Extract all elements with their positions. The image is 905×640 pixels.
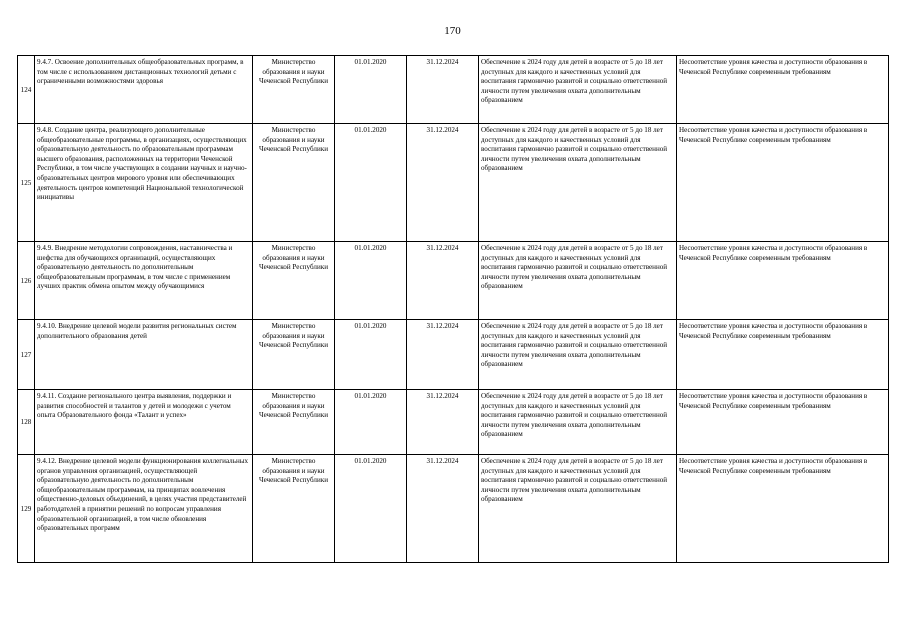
- measure-cell: 9.4.11. Создание регионального центра выявления, поддержки и развития способностей и талантов у детей и молодежи с учетом опыта Образовательного фонда «Талант и успех»: [35, 390, 253, 455]
- start-date-cell: 01.01.2020: [335, 124, 407, 242]
- measure-cell: 9.4.7. Освоение дополнительных общеобразовательных программ, в том числе с использованием дистанционных технологий детьми с ограниченными возможностями здоровья: [35, 56, 253, 124]
- executor-cell: Министерство образования и науки Чеченской Республики: [253, 320, 335, 390]
- measure-cell: 9.4.12. Внедрение целевой модели функционирования коллегиальных органов управления организацией, осуществляющей образовательную деятельность по дополнительным общеобразовательным программам, на принципах вовлечения общественно-деловых объединений, в целях участия представителей работодателей в принятии решений по вопросам управления образовательной организацией, в том числе обновления образовательных программ: [35, 455, 253, 563]
- end-date-cell: 31.12.2024: [407, 390, 479, 455]
- row-number: 126: [18, 242, 35, 320]
- measure-cell: 9.4.9. Внедрение методологии сопровождения, наставничества и шефства для обучающихся организаций, осуществляющих образовательную деятельность по дополнительным общеобразовательным программам, в том числе с применением лучших практик обмена опытом между обучающимися: [35, 242, 253, 320]
- table-row: [18, 124, 889, 242]
- result-cell: Обеспечение к 2024 году для детей в возрасте от 5 до 18 лет доступных для каждого и качественных условий для воспитания гармонично развитой и социально ответственной личности путем увеличения охвата дополнительным образованием: [479, 56, 677, 124]
- measure-cell: 9.4.10. Внедрение целевой модели развития региональных систем дополнительного образования детей: [35, 320, 253, 390]
- executor-cell: Министерство образования и науки Чеченской Республики: [253, 124, 335, 242]
- row-number: 129: [18, 455, 35, 563]
- result-cell: Обеспечение к 2024 году для детей в возрасте от 5 до 18 лет доступных для каждого и качественных условий для воспитания гармонично развитой и социально ответственной личности путем увеличения охвата дополнительным образованием: [479, 124, 677, 242]
- table-row: [18, 390, 889, 455]
- consequence-cell: Несоответствие уровня качества и доступности образования в Чеченской Республике современным требованиям: [677, 56, 889, 124]
- measure-cell: 9.4.8. Создание центра, реализующего дополнительные общеобразовательные программы, в организациях, осуществляющих образовательную деятельность по образовательным программам высшего образования, расположенных на территории Чеченской Республики, в том числе участвующих в создании научных и научно-образовательных центров мирового уровня или обеспечивающих деятельность центров компетенций Национальной технологической инициативы: [35, 124, 253, 242]
- row-number: 125: [18, 124, 35, 242]
- result-cell: Обеспечение к 2024 году для детей в возрасте от 5 до 18 лет доступных для каждого и качественных условий для воспитания гармонично развитой и социально ответственной личности путем увеличения охвата дополнительным образованием: [479, 455, 677, 563]
- table-row: [18, 242, 889, 320]
- consequence-cell: Несоответствие уровня качества и доступности образования в Чеченской Республике современным требованиям: [677, 320, 889, 390]
- start-date-cell: 01.01.2020: [335, 455, 407, 563]
- table-row: [18, 56, 889, 124]
- table-row: [18, 455, 889, 563]
- result-cell: Обеспечение к 2024 году для детей в возрасте от 5 до 18 лет доступных для каждого и качественных условий для воспитания гармонично развитой и социально ответственной личности путем увеличения охвата дополнительным образованием: [479, 242, 677, 320]
- end-date-cell: 31.12.2024: [407, 56, 479, 124]
- measures-table: [17, 55, 889, 563]
- end-date-cell: 31.12.2024: [407, 320, 479, 390]
- table-row: [18, 320, 889, 390]
- executor-cell: Министерство образования и науки Чеченской Республики: [253, 56, 335, 124]
- end-date-cell: 31.12.2024: [407, 455, 479, 563]
- consequence-cell: Несоответствие уровня качества и доступности образования в Чеченской Республике современным требованиям: [677, 124, 889, 242]
- row-number: 128: [18, 390, 35, 455]
- executor-cell: Министерство образования и науки Чеченской Республики: [253, 455, 335, 563]
- consequence-cell: Несоответствие уровня качества и доступности образования в Чеченской Республике современным требованиям: [677, 455, 889, 563]
- result-cell: Обеспечение к 2024 году для детей в возрасте от 5 до 18 лет доступных для каждого и качественных условий для воспитания гармонично развитой и социально ответственной личности путем увеличения охвата дополнительным образованием: [479, 390, 677, 455]
- consequence-cell: Несоответствие уровня качества и доступности образования в Чеченской Республике современным требованиям: [677, 390, 889, 455]
- result-cell: Обеспечение к 2024 году для детей в возрасте от 5 до 18 лет доступных для каждого и качественных условий для воспитания гармонично развитой и социально ответственной личности путем увеличения охвата дополнительным образованием: [479, 320, 677, 390]
- executor-cell: Министерство образования и науки Чеченской Республики: [253, 242, 335, 320]
- page-number: 170: [444, 25, 461, 37]
- consequence-cell: Несоответствие уровня качества и доступности образования в Чеченской Республике современным требованиям: [677, 242, 889, 320]
- row-number: 124: [18, 56, 35, 124]
- end-date-cell: 31.12.2024: [407, 242, 479, 320]
- start-date-cell: 01.01.2020: [335, 320, 407, 390]
- end-date-cell: 31.12.2024: [407, 124, 479, 242]
- row-number: 127: [18, 320, 35, 390]
- start-date-cell: 01.01.2020: [335, 242, 407, 320]
- start-date-cell: 01.01.2020: [335, 390, 407, 455]
- start-date-cell: 01.01.2020: [335, 56, 407, 124]
- executor-cell: Министерство образования и науки Чеченской Республики: [253, 390, 335, 455]
